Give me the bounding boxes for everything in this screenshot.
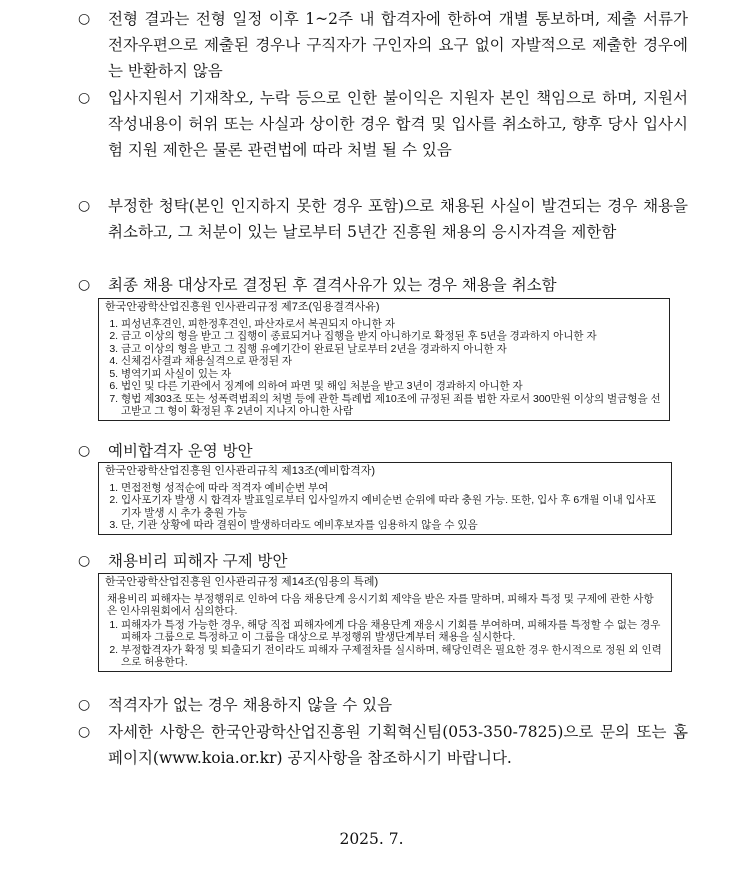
notice-contact-text: 자세한 사항은 한국안광학산업진흥원 기획혁신팀(053-350-7825)으로 문의 또는 홈페이지(www.koia.or.kr) 공지사항을 참조하시기 바랍니다. (108, 723, 688, 767)
list-item: 2. 입사포기자 발생 시 합격자 발표일로부터 입사일까지 예비순번 순위에 따라 충원 가능. 또한, 입사 후 6개월 이내 입사포기자 발생 시 추가 충원 가능 (121, 494, 663, 519)
circle-bullet-icon: ○ (78, 553, 91, 569)
notice-no-qualified (78, 692, 688, 718)
notice-application-error (78, 85, 688, 163)
list-item: 1. 면접전형 성적순에 따라 적격자 예비순번 부여 (121, 482, 663, 495)
notice-no-qualified-text: 적격자가 없는 경우 채용하지 않을 수 있음 (108, 696, 393, 714)
victim-relief-list (107, 619, 663, 669)
list-item: 3. 금고 이상의 형을 받고 그 집행 유예기간이 완료된 날로부터 2년을 경과하지 아니한 자 (121, 343, 661, 356)
circle-bullet-icon: ○ (78, 443, 91, 459)
regulation-box-title: 한국안광학산업진흥원 인사관리규정 제7조(임용결격사유) (105, 301, 380, 313)
list-item: 4. 신체검사결과 채용실격으로 판정된 자 (121, 355, 661, 368)
list-item: 6. 법인 및 다른 기관에서 징계에 의하여 파면 및 해임 처분을 받고 3년이 경과하지 아니한 자 (121, 380, 661, 393)
disqualification-list (107, 318, 661, 418)
list-item: 5. 병역기피 사실이 있는 자 (121, 368, 661, 381)
notice-result (78, 6, 688, 84)
regulation-box-title: 한국안광학산업진흥원 인사관리규정 제14조(임용의 특례) (105, 576, 379, 588)
circle-bullet-icon: ○ (78, 697, 91, 713)
circle-bullet-icon: ○ (78, 11, 91, 27)
list-item: 1. 피해자가 특정 가능한 경우, 해당 직접 피해자에게 다음 채용단계 재응시 기회를 부여하며, 피해자를 특정할 수 없는 경우 피해자 그룹으로 특정하고 이 그룹을 대상으로 부정행위 발생단계부터 채용을 실시한다. (121, 619, 663, 644)
reserve-list (107, 482, 663, 532)
list-item: 2. 부정합격자가 확정 및 퇴출되기 전이라도 피해자 구제절차를 실시하며, 해당인력은 필요한 경우 한시적으로 정원 외 인력으로 허용한다. (121, 644, 663, 669)
circle-bullet-icon: ○ (78, 90, 91, 106)
circle-bullet-icon: ○ (78, 724, 91, 740)
regulation-box-victim-relief (98, 573, 672, 672)
regulation-box-title: 한국안광학산업진흥원 인사관리규칙 제13조(예비합격자) (105, 465, 376, 477)
regulation-box-reserve (98, 462, 672, 535)
section-victim-relief-title: 채용비리 피해자 구제 방안 (108, 552, 288, 570)
notice-disqualification-text: 최종 채용 대상자로 결정된 후 결격사유가 있는 경우 채용을 취소함 (108, 276, 557, 294)
list-item: 7. 형법 제303조 또는 성폭력범죄의 처벌 등에 관한 특례법 제10조에 규정된 죄를 범한 자로서 300만원 이상의 벌금형을 선고받고 그 형이 확정된 후 2년이 지나지 아니한 사람 (121, 393, 661, 418)
regulation-box-disqualification (98, 298, 670, 421)
section-reserve-candidates-title: 예비합격자 운영 방안 (108, 442, 253, 460)
list-item: 3. 단, 기관 상황에 따라 결원이 발생하더라도 예비후보자를 임용하지 않을 수 있음 (121, 519, 663, 532)
section-reserve-candidates (78, 438, 688, 464)
notice-result-text: 전형 결과는 전형 일정 이후 1~2주 내 합격자에 한하여 개별 통보하며, 제출 서류가 전자우편으로 제출된 경우나 구직자가 구인자의 요구 없이 자발적으로 제출한 경우에는 반환하지 않음 (108, 10, 688, 80)
notice-improper-solicitation (78, 193, 688, 245)
list-item: 1. 피성년후견인, 피한정후견인, 파산자로서 복권되지 아니한 자 (121, 318, 661, 331)
document-date: 2025. 7. (339, 830, 404, 848)
circle-bullet-icon: ○ (78, 277, 91, 293)
circle-bullet-icon: ○ (78, 198, 91, 214)
section-victim-relief (78, 548, 688, 574)
regulation-intro: 채용비리 피해자는 부정행위로 인하여 다음 채용단계 응시기회 제약을 받은 자를 말하며, 피해자 특정 및 구제에 관한 사항은 인사위원회에서 심의한다. (107, 592, 654, 617)
notice-contact (78, 719, 688, 771)
notice-disqualification (78, 272, 688, 298)
list-item: 2. 금고 이상의 형을 받고 그 집행이 종료되거나 집행을 받지 아니하기로 확정된 후 5년을 경과하지 아니한 자 (121, 330, 661, 343)
notice-application-error-text: 입사지원서 기재착오, 누락 등으로 인한 불이익은 지원자 본인 책임으로 하며, 지원서 작성내용이 허위 또는 사실과 상이한 경우 합격 및 입사를 취소하고, 향후 당사 입사시험 지원 제한은 물론 관련법에 따라 처벌 될 수 있음 (108, 89, 688, 159)
notice-improper-solicitation-text: 부정한 청탁(본인 인지하지 못한 경우 포함)으로 채용된 사실이 발견되는 경우 채용을 취소하고, 그 처분이 있는 날로부터 5년간 진흥원 채용의 응시자격을 제한함 (108, 197, 688, 241)
